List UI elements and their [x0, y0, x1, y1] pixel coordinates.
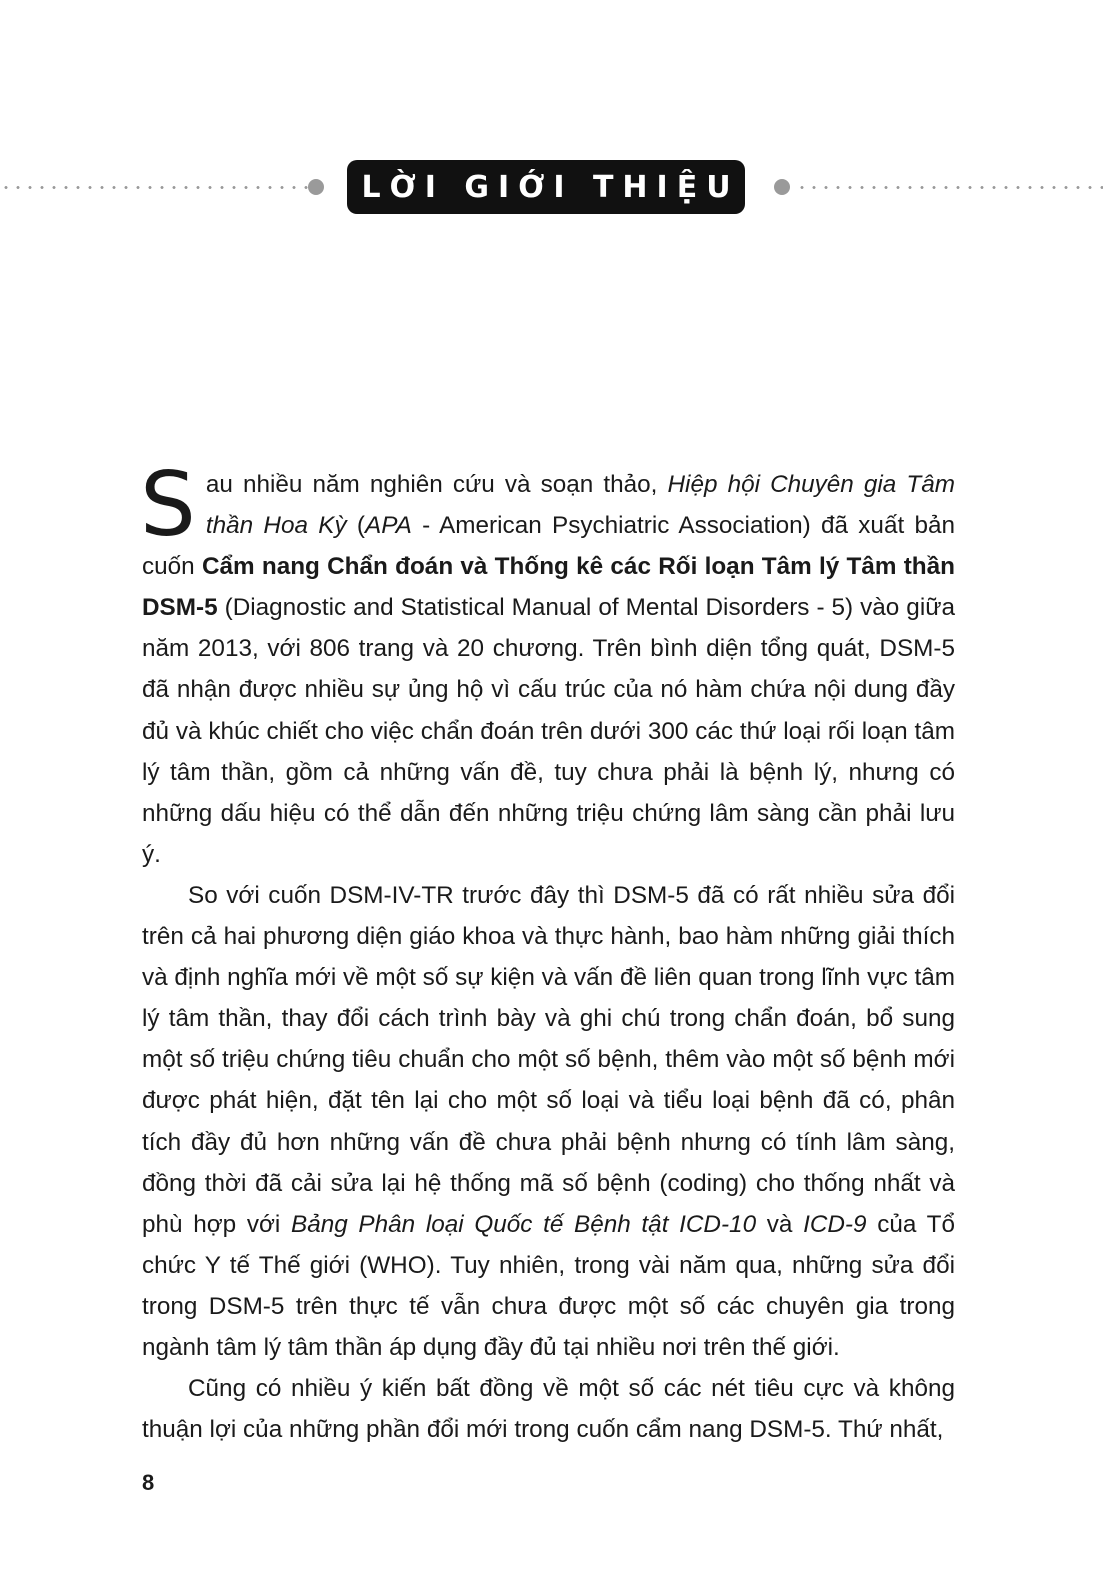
italic-run: APA: [364, 512, 412, 540]
bold-run: Cẩm nang Chẩn đoán và Thống kê các Rối loạn Tâm lý Tâm thần DSM-5: [142, 553, 955, 622]
chapter-header: [0, 160, 1103, 214]
paragraph-1: [140, 453, 956, 875]
paragraph-3: [142, 1368, 955, 1450]
text-run: Cũng có nhiều ý kiến bất đồng về một số các nét tiêu cực và không thuận lợi của những phần đổi mới trong cuốn cẩm nang DSM-5. Thứ nhất,: [142, 1375, 955, 1444]
text-run: - American Psychiatric Association) đã xuất bản cuốn: [142, 512, 956, 581]
chapter-title: LỜI GIỚI THIỆU: [361, 169, 740, 205]
body-text: [140, 453, 956, 1450]
text-run: của Tổ chức Y tế Thế giới (WHO). Tuy nhiên, trong vài năm qua, những sửa đổi trong DSM-5 trên thực tế vẫn chưa được một số các chuyên gia trong ngành tâm lý tâm thần áp dụng đầy đủ tại nhiều nơi trên thế giới.: [142, 1210, 955, 1361]
italic-run: Bảng Phân loại Quốc tế Bệnh tật ICD-10: [291, 1210, 757, 1238]
text-run: (: [346, 512, 365, 540]
bullet-dot-right: [774, 179, 790, 195]
text-run: (Diagnostic and Statistical Manual of Mental Disorders - 5) vào giữa năm 2013, với 806 trang và 20 chương. Trên bình diện tổng quát, DSM-5 đã nhận được nhiều sự ủng hộ vì cấu trúc của nó hàm chứa nội dung đầy đủ và khúc chiết cho việc chẩn đoán trên dưới 300 các thứ loại rối loạn tâm lý tâm thần, gồm cả những vấn đề, tuy chưa phải là bệnh lý, nhưng có những dấu hiệu có thể dẫn đến những triệu chứng lâm sàng cần phải lưu ý.: [142, 594, 955, 868]
dotted-rule-left: [0, 186, 308, 189]
italic-run: ICD-9: [803, 1210, 867, 1238]
text-run: và: [756, 1210, 804, 1238]
paragraph-2: [142, 875, 955, 1368]
bullet-dot-left: [308, 179, 324, 195]
drop-cap: S: [140, 453, 196, 556]
page-number: 8: [142, 1470, 155, 1495]
text-run: So với cuốn DSM-IV-TR trước đây thì DSM-5 đã có rất nhiều sửa đổi trên cả hai phương diện giáo khoa và thực hành, bao hàm những giải thích và định nghĩa mới về một số sự kiện và vấn đề liên quan trong lĩnh vực tâm lý tâm thần, thay đổi cách trình bày và ghi chú trong chẩn đoán, bổ sung một số triệu chứng tiêu chuẩn cho một số bệnh, thêm vào một số bệnh mới được phát hiện, đặt tên lại cho một số loại và tiểu loại bệnh đã có, phân tích đầy đủ hơn những vấn đề chưa phải bệnh nhưng có tính lâm sàng, đồng thời đã cải sửa lại hệ thống mã số bệnh (coding) cho thống nhất và phù hợp với: [142, 881, 955, 1238]
chapter-title-box: [347, 160, 745, 214]
dotted-rule-right: [796, 186, 1103, 189]
italic-run: Hiệp hội Chuyên gia Tâm thần Hoa Kỳ: [205, 471, 955, 540]
text-run: au nhiều năm nghiên cứu và soạn thảo,: [205, 471, 668, 498]
